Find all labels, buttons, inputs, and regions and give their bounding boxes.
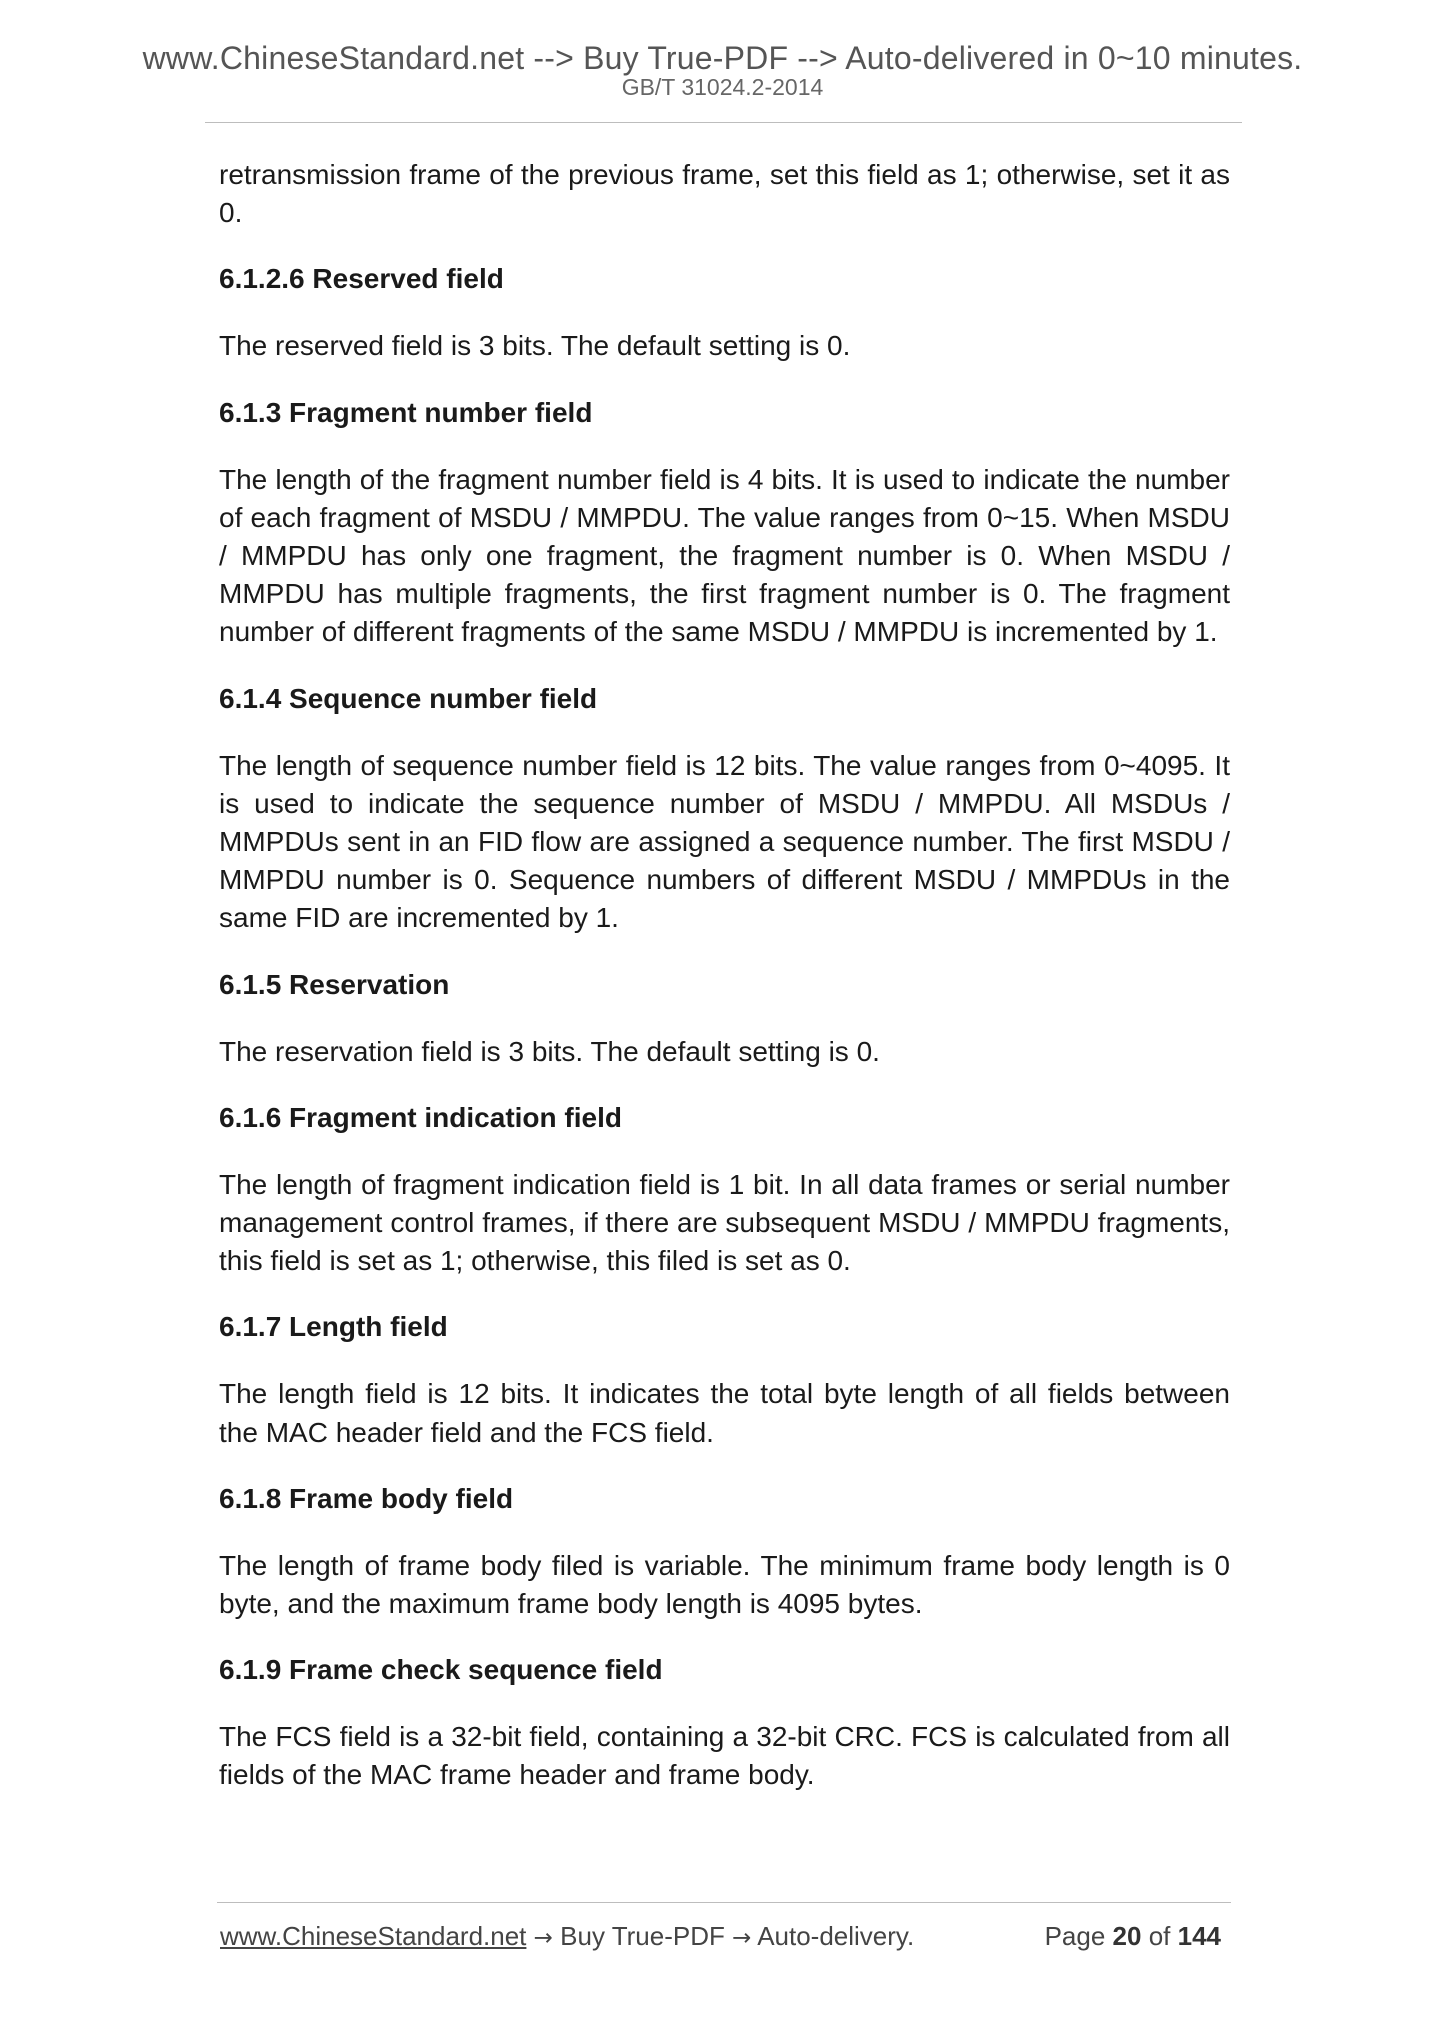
section-heading: 6.1.2.6 Reserved field [219,263,504,295]
section-paragraph: The reservation field is 3 bits. The default setting is 0. [219,1035,880,1067]
total-pages: 144 [1177,1921,1221,1951]
section-heading: 6.1.7 Length field [219,1311,448,1343]
section-paragraph: The length of fragment indication field is 1 bit. In all data frames or serial number management control frames, if there are subsequent MSDU / MMPDU fragments, this field is set as 1; otherwise, this filed is set as 0. [219,1168,1230,1277]
delivery-text: Auto-delivery. [757,1921,915,1951]
continuation-paragraph: retransmission frame of the previous frame, set this field as 1; otherwise, set it as 0. [219,159,1230,229]
section-heading: 6.1.8 Frame body field [219,1482,514,1514]
site-banner: www.ChineseStandard.net --> Buy True-PDF --> Auto-delivered in 0~10 minutes. [142,40,1303,76]
page-indicator [1045,1921,1221,1952]
section-heading: 6.1.9 Frame check sequence field [219,1654,663,1686]
section-paragraph: The length of sequence number field is 12 bits. The value ranges from 0~4095. It is used to indicate the sequence number of MSDU / MMPDU. All MSDUs / MMPDUs sent in an FID flow are assigned a sequence number. The first MSDU / MMPDU number is 0. Sequence numbers of different MSDU / MMPDUs in the same FID are incremented by 1. [219,749,1230,934]
section-heading: 6.1.4 Sequence number field [219,682,598,714]
footer-links [220,1921,914,1952]
section-paragraph: The length field is 12 bits. It indicates the total byte length of all fields between the MAC header field and the FCS field. [219,1378,1230,1448]
arrow-right-icon: → [732,1925,752,1951]
section-paragraph: The length of the fragment number field is 4 bits. It is used to indicate the number of each fragment of MSDU / MMPDU. The value ranges from 0~15. When MSDU / MMPDU has only one fragment, the fragment number is 0. When MSDU / MMPDU has multiple fragments, the first fragment number is 0. The fragment number of different fragments of the same MSDU / MMPDU is incremented by 1. [219,463,1230,648]
section-paragraph: The FCS field is a 32-bit field, containing a 32-bit CRC. FCS is calculated from all fields of the MAC frame header and frame body. [219,1721,1230,1791]
page-label: Page [1044,1921,1106,1951]
site-link[interactable]: www.ChineseStandard.net [220,1921,527,1951]
section-paragraph: The length of frame body filed is variable. The minimum frame body length is 0 byte, and the maximum frame body length is 4095 bytes. [219,1549,1230,1620]
buy-text: Buy True-PDF [560,1921,725,1951]
section-paragraph: The reserved field is 3 bits. The default setting is 0. [219,330,851,362]
of-label: of [1148,1921,1171,1951]
arrow-right-icon: → [533,1925,553,1951]
footer-divider [217,1902,1231,1903]
document-body [219,156,1230,1823]
header-divider [205,122,1242,123]
standard-code: GB/T 31024.2-2014 [621,74,824,100]
section-heading: 6.1.6 Fragment indication field [219,1101,622,1133]
section-heading: 6.1.3 Fragment number field [219,396,593,428]
page-number: 20 [1112,1921,1142,1951]
section-heading: 6.1.5 Reservation [219,968,450,1000]
